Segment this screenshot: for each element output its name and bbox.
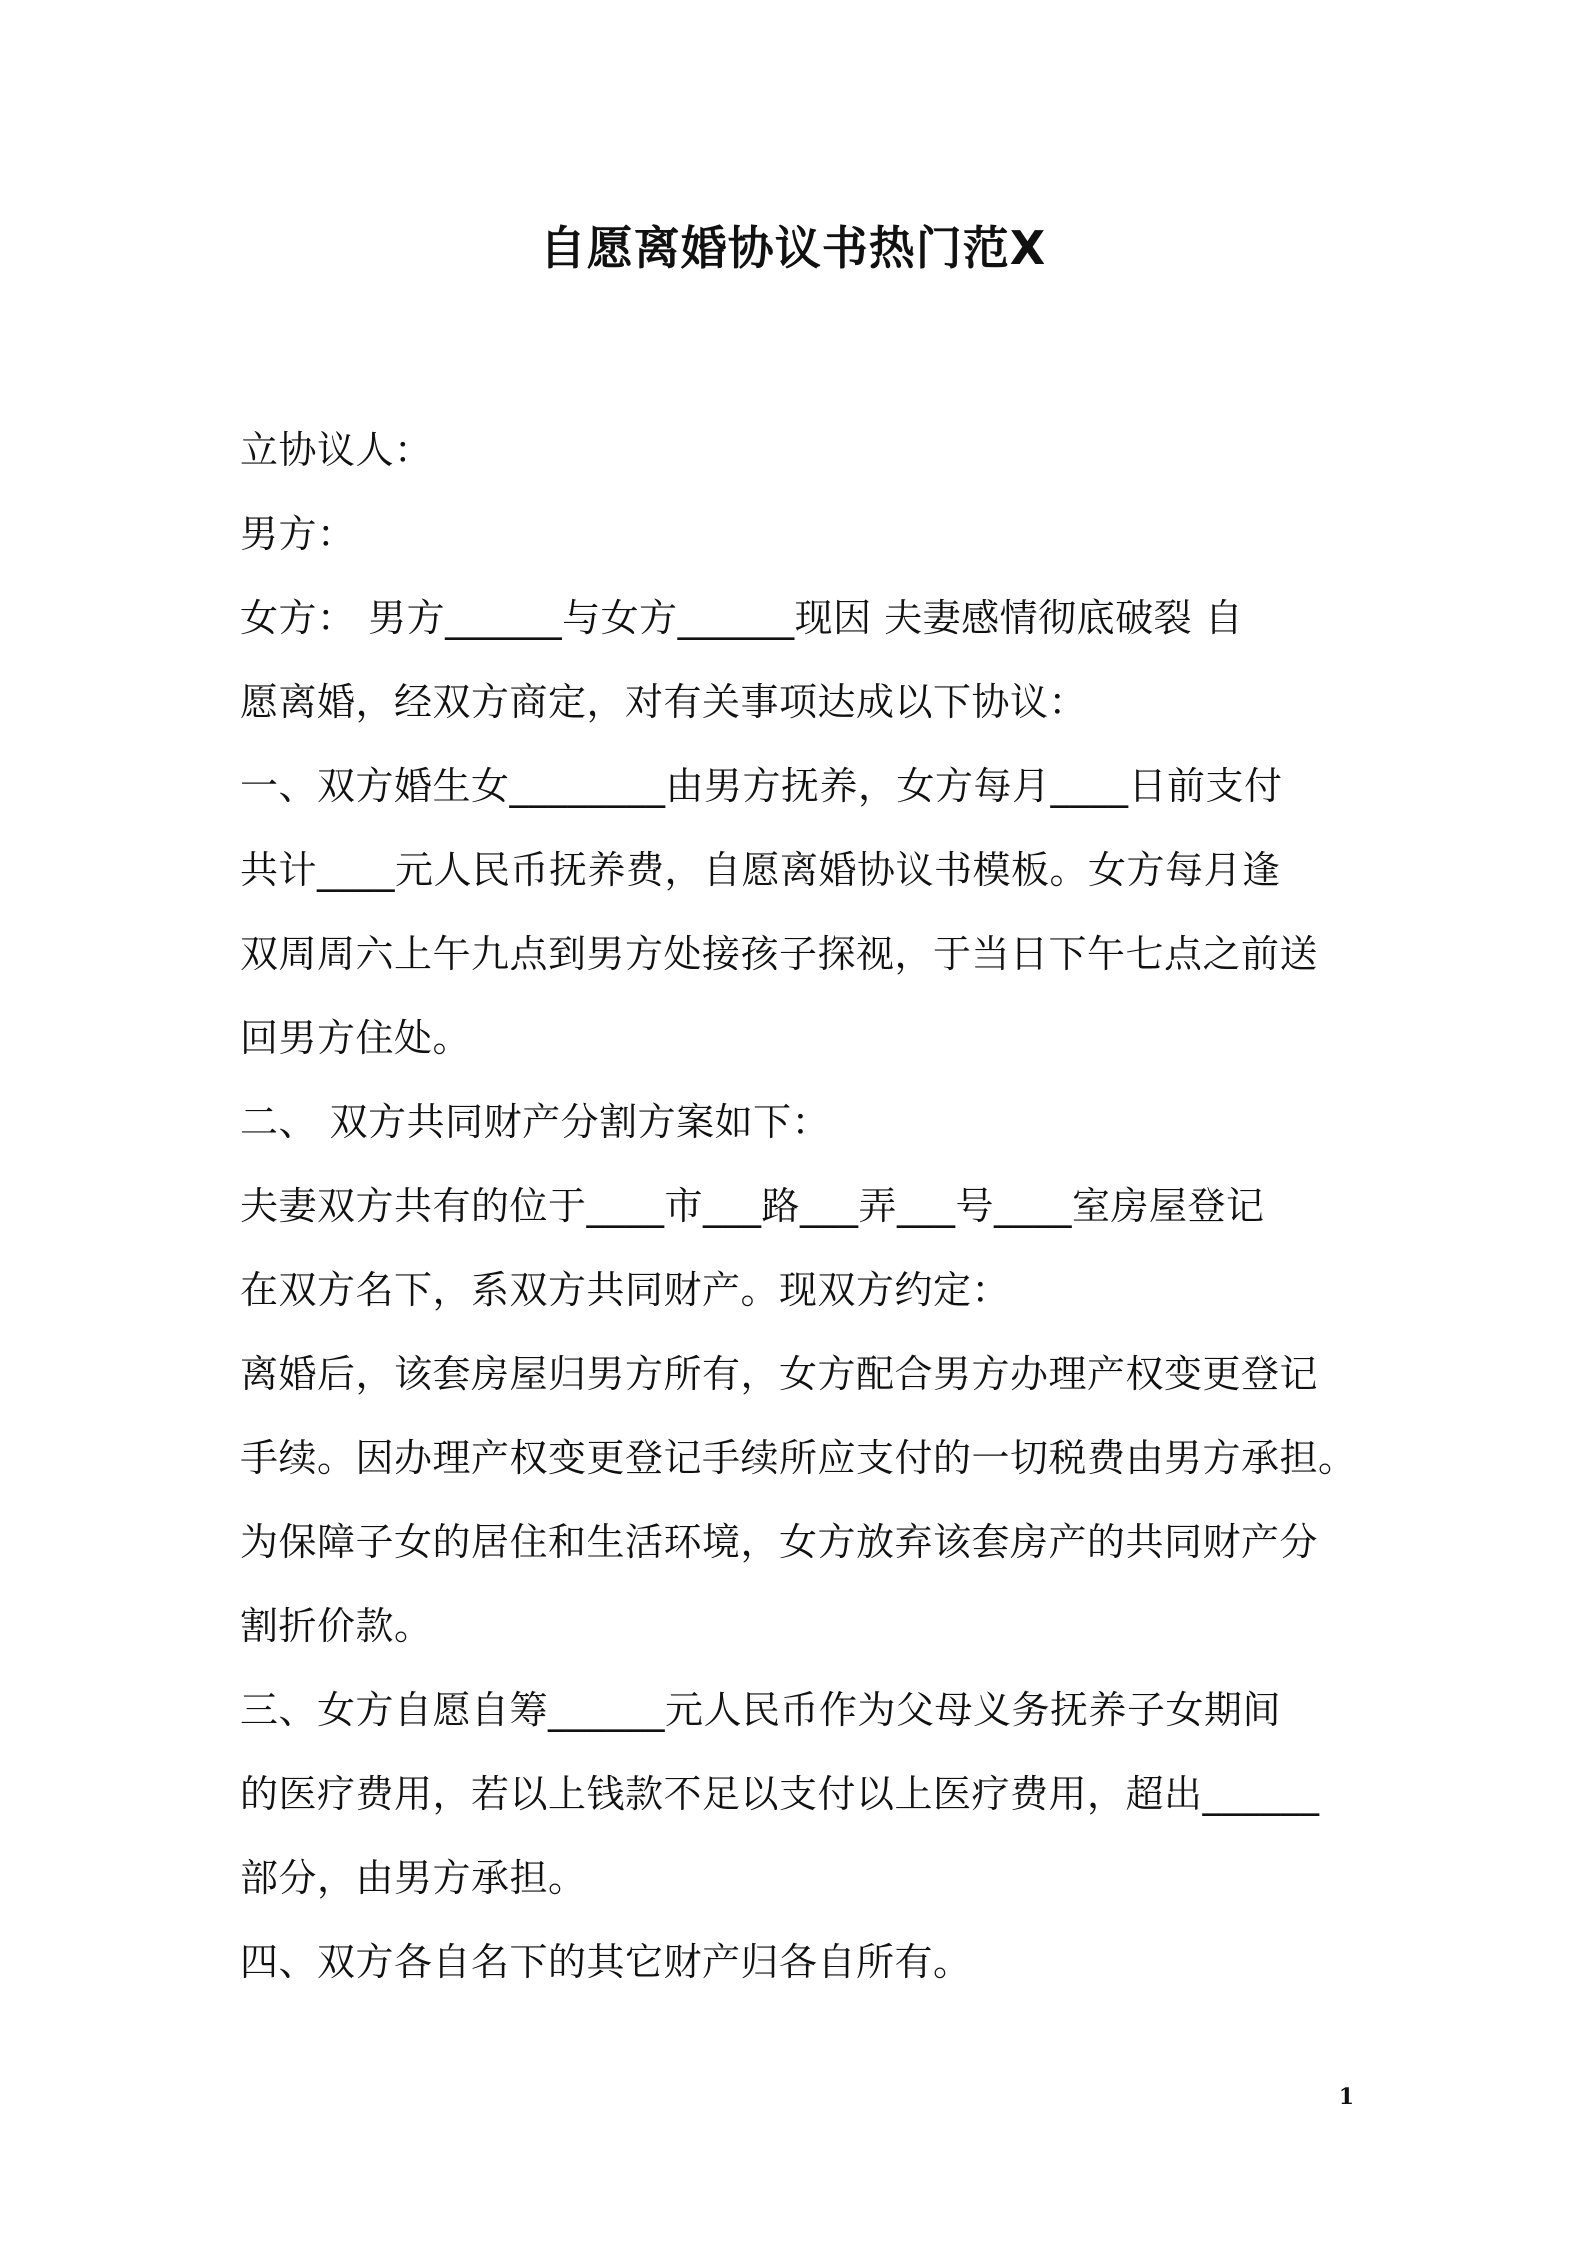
document-body [240,408,1370,2004]
text-line: 部分，由男方承担。 [240,1856,587,1900]
text-line: 共计____元人民币抚养费，自愿离婚协议书模板。女方每月逢 [240,848,1281,892]
text-line: 二、 双方共同财产分割方案如下： [240,1100,831,1144]
text-line: 三、女方自愿自筹______元人民币作为父母义务抚养子女期间 [240,1688,1282,1732]
text-line: 一、双方婚生女________由男方抚养，女方每月____日前支付 [240,764,1283,808]
text-line: 离婚后，该套房屋归男方所有，女方配合男方办理产权变更登记 [240,1352,1319,1396]
text-line: 愿离婚，经双方商定，对有关事项达成以下协议： [240,680,1088,724]
text-line: 双周周六上午九点到男方处接孩子探视，于当日下午七点之前送 [240,932,1319,976]
text-line: 为保障子女的居住和生活环境，女方放弃该套房产的共同财产分 [240,1520,1319,1564]
page-number: 1 [1338,2084,1354,2110]
text-line: 的医疗费用，若以上钱款不足以支付以上医疗费用，超出______ [240,1772,1320,1816]
text-line: 回男方住处。 [240,1016,472,1060]
text-line: 四、双方各自名下的其它财产归各自所有。 [240,1940,972,1984]
document-title: 自愿离婚协议书热门范X [539,221,1047,275]
text-line: 男方： [240,512,356,556]
text-line: 手续。因办理产权变更登记手续所应支付的一切税费由男方承担。 [240,1436,1357,1480]
text-line: 立协议人： [240,428,433,472]
text-line: 夫妻双方共有的位于____市___路___弄___号____室房屋登记 [240,1184,1265,1228]
text-line: 女方： 男方______与女方______现因 夫妻感情彻底破裂 自 [240,596,1244,640]
text-line: 在双方名下，系双方共同财产。现双方约定： [240,1268,1011,1312]
text-line: 割折价款。 [240,1604,433,1648]
